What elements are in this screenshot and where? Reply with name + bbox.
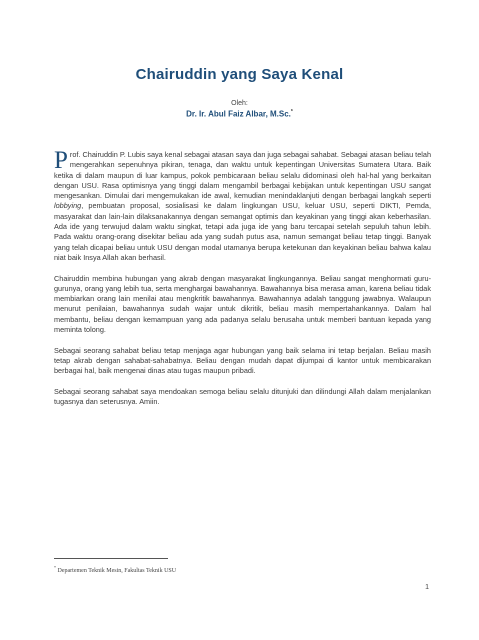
page-title: Chairuddin yang Saya Kenal [135,66,344,83]
italic-term: lobbying [54,201,82,211]
footnote-marker: * [54,565,56,570]
body-paragraph [54,346,431,377]
paragraph-text: Chairuddin membina hubungan yang akrab dengan masyarakat lingkungannya. Beliau sangat menghormati guru-gurunya, orang yang lebih tua, serta menghargai bawahannya. Bawahannya bisa merasa aman, karena beliau tidak membiarkan orang lain menilai atau mengkritik bawahannya. Bawahannya adalah tanggung jawabnya. Walaupun menurut penilaian, bawahannya sudah wajar untuk dikritik, beliau masih mempertahankannya. Dalam hal membantu, beliau dengan kemampuan yang ada padanya selalu berusaha untuk memberi bantuan kepada yang meminta tolong. [54,273,431,335]
footnote [54,565,176,574]
byline-label: Oleh: [231,100,248,107]
footnote-text: Departemen Teknik Mesin, Fakultas Teknik USU [57,568,177,574]
body-paragraph [54,387,431,408]
article-body [54,147,431,418]
body-paragraph [54,147,431,263]
paragraph-text: rof. Chairuddin P. Lubis saya kenal sebagai atasan saya dan juga sebagai sahabat. Sebagai atasan beliau telah mengerahkan sepenuhnya pikiran, tenaga, dan waktu untuk kepentingan Universitas Sumatera Utara. Baik ketika di dalam maupun di luar kampus, pokok pembicaraan beliau selalu didominasi oleh hal-hal yang berkaitan dengan USU. Rasa optimisnya yang tinggi dalam mengambil berbagai kebijakan untuk kepentingan USU sangat mengesankan. Dimulai dari mengemukakan ide awal, kemudian menindaklanjuti dengan berbagai langkah seperti [54,150,431,201]
author-name [0,109,479,119]
paragraph-text: , pembuatan proposal, sosialisasi ke dalam lingkungan USU, keluar USU, seperti DIKTI, Pemda, masyarakat dan lain-lain dilaksanakannya dengan semangat optimis dan keyakinan yang tinggi akan keberhasilan. Ada ide yang terwujud dalam waktu singkat, tetapi ada juga ide yang baru tercapai setelah sepuluh tahun lebih. Pada waktu orang-orang disekitar beliau ada yang sudah putus asa, namun semangat beliau tetap tinggi. Banyak yang telah dicapai beliau untuk USU dengan modal utamanya berupa ketekunan dan keyakinan beliau bahwa kalau niat baik Insya Allah akan berhasil. [54,201,431,262]
footnote-divider [54,558,168,559]
drop-cap: P [54,147,68,174]
body-paragraph [54,274,431,336]
author-text: Dr. Ir. Abul Faiz Albar, M.Sc. [186,109,291,119]
paragraph-text: Sebagai seorang sahabat beliau tetap menjaga agar hubungan yang baik selama ini tetap berjalan. Beliau masih tetap akrab dengan sahabat-sahabatnya. Beliau dengan mudah dapat dijumpai di kantor untuk membicarakan berbagai hal, baik mengenai dinas atau tugas maupun pribadi. [54,345,431,376]
author-footnote-marker: * [290,109,293,115]
paragraph-text: Sebagai seorang sahabat saya mendoakan semoga beliau selalu ditunjuki dan dilindungi Allah dalam menjalankan tugasnya dan seterusnya. Amiin. [54,386,431,407]
page-number: 1 [425,584,429,591]
